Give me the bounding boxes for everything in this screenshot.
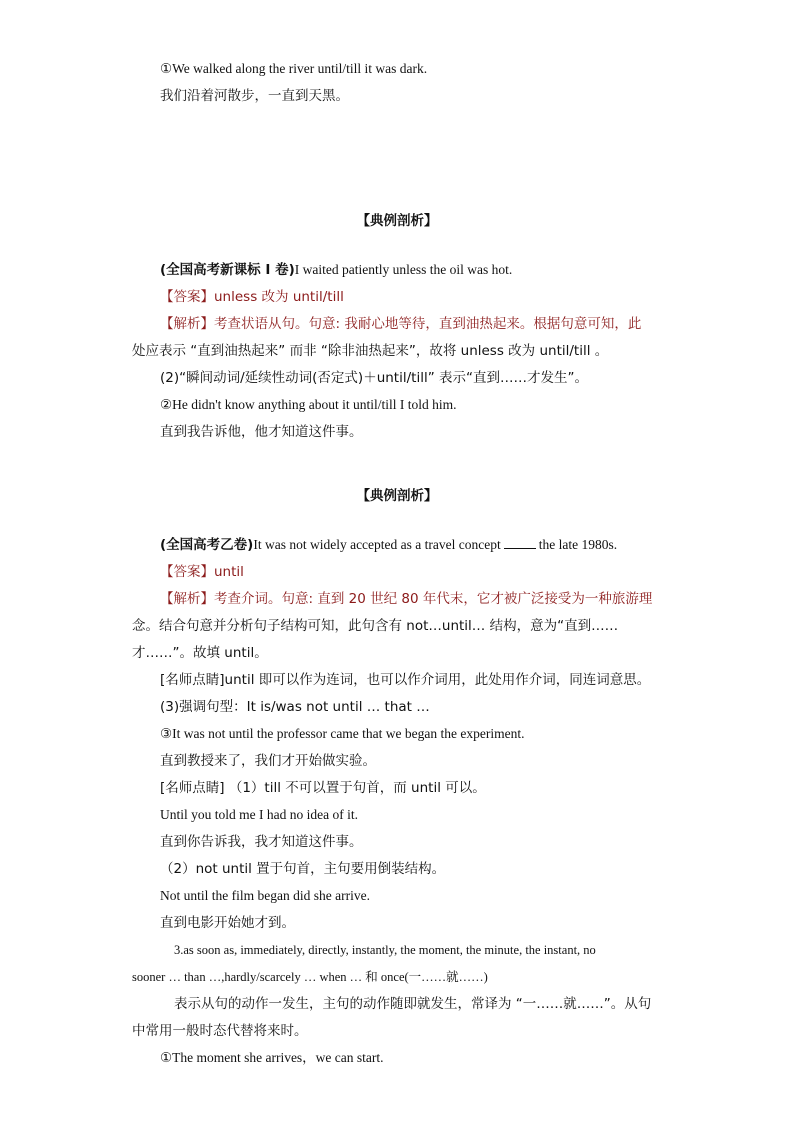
exam-source-2: (全国高考乙卷)	[160, 537, 254, 553]
example-sentence-3: ③It was not until the professor came that we began the experiment.	[160, 726, 525, 741]
rule-3-conjunctions-line-1: 3.as soon as, immediately, directly, instantly, the moment, the minute, the instant, no	[174, 943, 596, 957]
example-sentence-4: Until you told me I had no idea of it.	[160, 807, 358, 822]
analysis-2-line-3: 才……”。故填 until。	[132, 645, 268, 661]
answer-1: 【答案】unless 改为 until/till	[160, 289, 344, 305]
exam-source-1: (全国高考新课标 I 卷)	[160, 262, 295, 278]
analysis-1-line-1: 【解析】考查状语从句。句意: 我耐心地等待，直到油热起来。根据句意可知，此	[160, 316, 642, 332]
analysis-2-line-1: 【解析】考查介词。句意: 直到 20 世纪 80 年代末，它才被广泛接受为一种旅游理	[160, 591, 653, 607]
example-sentence-2: ②He didn't know anything about it until/till I told him.	[160, 397, 457, 412]
exam-question-1-text: I waited patiently unless the oil was hot.	[294, 262, 513, 277]
translation-2: 直到我告诉他，他才知道这件事。	[160, 424, 363, 440]
answer-blank	[504, 536, 536, 549]
rule-3-explanation-line-2: 中常用一般时态代替将来时。	[132, 1023, 308, 1039]
analysis-2-line-2: 念。结合句意并分析句子结构可知，此句含有 not…until… 结构，意为“直到……	[132, 618, 619, 634]
example-sentence-5: Not until the film began did she arrive.	[160, 888, 370, 903]
exam-question-2	[160, 536, 617, 555]
example-sentence-1: ①We walked along the river until/till it was dark.	[160, 61, 428, 76]
rule-2: (2)“瞬间动词/延续性动词(否定式)＋until/till” 表示“直到……才发生”。	[160, 370, 588, 386]
analysis-1-line-2: 处应表示 “直到油热起来” 而非 “除非油热起来”，故将 unless 改为 until/till 。	[132, 343, 609, 359]
translation-5: 直到电影开始她才到。	[160, 915, 295, 931]
note-point-2: （2）not until 置于句首，主句要用倒装结构。	[160, 861, 446, 877]
translation-4: 直到你告诉我，我才知道这件事。	[160, 834, 363, 850]
exam-question-1	[160, 261, 512, 280]
translation-3: 直到教授来了，我们才开始做实验。	[160, 753, 376, 769]
rule-3-explanation-line-1: 表示从句的动作一发生，主句的动作随即就发生，常译为 “一……就……”。从句	[174, 996, 652, 1012]
section-heading-2: 【典例剖析】	[356, 488, 438, 504]
teacher-note-2: [名师点睛] （1）till 不可以置于句首，而 until 可以。	[160, 780, 486, 796]
rule-3: (3)强调句型：It is/was not until … that …	[160, 699, 430, 715]
translation-1: 我们沿着河散步，一直到天黑。	[160, 88, 349, 104]
section-heading-1: 【典例剖析】	[356, 213, 438, 229]
answer-2: 【答案】until	[160, 564, 244, 580]
exam-question-2-text-b: the late 1980s.	[538, 537, 618, 552]
rule-3-conjunctions-line-2: sooner … than …,hardly/scarcely … when … 和 once(一……就……)	[132, 970, 488, 984]
exam-question-2-text-a: It was not widely accepted as a travel concept	[253, 537, 501, 552]
teacher-note-1: [名师点睛]until 即可以作为连词，也可以作介词用，此处用作介词，同连词意思。	[160, 672, 651, 688]
example-sentence-6: ①The moment she arrives，we can start.	[160, 1050, 384, 1065]
